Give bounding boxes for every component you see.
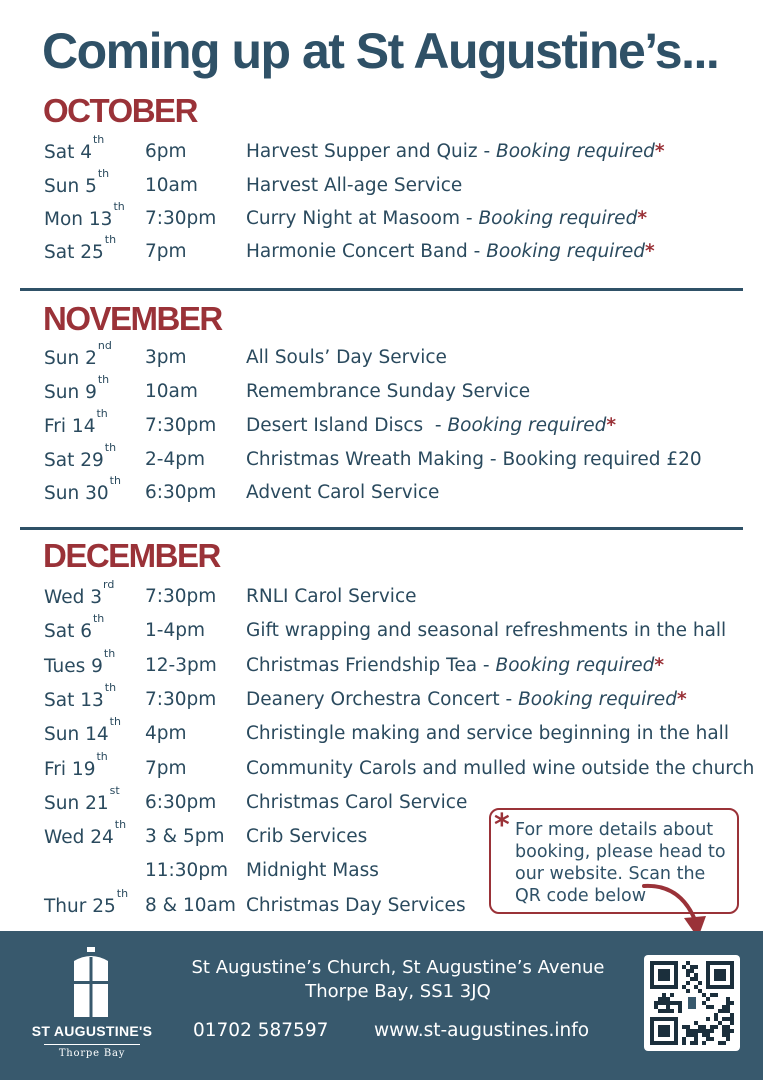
event-name: Harmonie Concert Band -: [246, 241, 487, 262]
event-name: Christmas Carol Service: [246, 792, 468, 813]
date-suffix: th: [104, 441, 117, 454]
event-time: 7:30pm: [145, 689, 217, 710]
divider: [20, 288, 743, 291]
event-name: All Souls’ Day Service: [246, 347, 447, 368]
event-name: Crib Services: [246, 826, 368, 847]
event-date: [44, 887, 129, 918]
event-title: [246, 347, 447, 368]
event-time: 10am: [145, 175, 198, 196]
event-date: [44, 474, 121, 505]
event-day: Sun 14: [44, 724, 109, 746]
asterisk-icon: *: [637, 208, 647, 229]
booking-required-label: Booking required: [495, 655, 655, 676]
event-day: Sun 30: [44, 483, 109, 505]
event-name: Desert Island Discs -: [246, 415, 448, 436]
event-day: Thur 25: [44, 896, 116, 918]
date-suffix: th: [103, 647, 116, 660]
footer: [0, 931, 763, 1080]
event-time: 7:30pm: [145, 208, 217, 229]
event-title: [246, 141, 665, 162]
event-name: Deanery Orchestra Concert -: [246, 689, 519, 710]
church-door-icon: [73, 947, 109, 1017]
event-time: 7:30pm: [145, 586, 217, 607]
date-suffix: th: [92, 612, 105, 625]
church-logo: [22, 947, 162, 1067]
event-name: Christingle making and service beginning in the hall: [246, 723, 729, 744]
event-day: Sun 21: [44, 793, 109, 815]
event-name: Remembrance Sunday Service: [246, 381, 531, 402]
asterisk-icon: *: [645, 241, 655, 262]
date-suffix: th: [104, 681, 117, 694]
date-suffix: th: [114, 818, 127, 831]
event-day: Sun 5: [44, 176, 97, 198]
event-date: [44, 715, 121, 746]
event-time: 10am: [145, 381, 198, 402]
event-time: 12-3pm: [145, 655, 217, 676]
booking-required-label: Booking required: [478, 208, 638, 229]
event-date: [44, 200, 125, 231]
event-time: 2-4pm: [145, 449, 205, 470]
event-name: Curry Night at Masoom -: [246, 208, 479, 229]
asterisk-icon: *: [606, 415, 617, 436]
event-date: [44, 339, 112, 370]
event-name: Harvest All-age Service: [246, 175, 463, 196]
date-suffix: st: [109, 784, 120, 797]
date-suffix: th: [109, 474, 121, 487]
event-date: [44, 441, 117, 472]
event-title: [246, 175, 462, 196]
asterisk-icon: *: [676, 689, 687, 710]
event-day: Sat 6: [44, 621, 92, 643]
date-suffix: th: [97, 373, 110, 386]
logo-name: ST AUGUSTINE'S: [31, 1023, 153, 1039]
event-name: RNLI Carol Service: [246, 586, 417, 607]
event-title: [246, 415, 616, 436]
month-heading: OCTOBER: [43, 92, 197, 129]
date-suffix: th: [96, 750, 108, 763]
event-title: [246, 620, 726, 641]
month-heading: DECEMBER: [43, 537, 220, 574]
date-suffix: th: [109, 715, 121, 728]
event-name: Harvest Supper and Quiz -: [246, 141, 497, 162]
event-title: [246, 895, 466, 916]
event-name: Gift wrapping and seasonal refreshments in the hall: [246, 620, 727, 641]
divider: [20, 527, 743, 530]
asterisk-icon: *: [654, 655, 665, 676]
event-day: Mon 13: [44, 209, 113, 231]
event-date: [44, 407, 108, 438]
event-row: [0, 578, 763, 616]
event-name: Advent Carol Service: [246, 482, 440, 503]
event-time: 7:30pm: [145, 415, 217, 436]
address-line-2: Thorpe Bay, SS1 3JQ: [305, 981, 491, 1002]
event-date: [44, 818, 127, 849]
event-row: [0, 715, 763, 753]
event-day: Wed 3: [44, 587, 102, 609]
event-day: Tues 9: [44, 656, 103, 678]
event-time: 1-4pm: [145, 620, 205, 641]
event-day: Sat 4: [44, 142, 92, 164]
date-suffix: th: [116, 887, 129, 900]
event-title: [246, 449, 702, 470]
event-day: Sat 25: [44, 242, 104, 264]
event-time: 8 & 10am: [145, 895, 236, 916]
event-time: 7pm: [145, 758, 187, 779]
event-title: [246, 241, 655, 262]
booking-required-label: Booking required: [447, 415, 607, 436]
event-date: [44, 373, 110, 404]
event-date: [44, 750, 108, 781]
event-title: [246, 482, 439, 503]
date-suffix: th: [92, 133, 105, 146]
event-time: 6:30pm: [145, 482, 217, 503]
booking-required-label: Booking required: [518, 689, 677, 710]
booking-required-label: Booking required: [496, 141, 655, 162]
event-date: [44, 578, 115, 609]
event-name: Christmas Friendship Tea -: [246, 655, 496, 676]
event-date: [44, 167, 110, 198]
booking-note-text: For more details about booking, please head to our website. Scan the QR code below: [515, 820, 726, 906]
phone-number: 01702 587597: [193, 1020, 329, 1041]
event-day: Sun 9: [44, 382, 97, 404]
event-time: 3 & 5pm: [145, 826, 225, 847]
asterisk-icon: *: [654, 141, 665, 162]
event-row: [0, 233, 763, 271]
asterisk-icon: *: [494, 808, 510, 843]
event-date: [44, 784, 120, 815]
event-name: Christmas Wreath Making - Booking required £20: [246, 449, 702, 470]
event-time: 6pm: [145, 141, 187, 162]
website-link[interactable]: www.st-augustines.info: [374, 1020, 590, 1041]
logo-underline: [44, 1044, 140, 1045]
event-title: [246, 381, 530, 402]
event-row: [0, 474, 763, 512]
event-name: Community Carols and mulled wine outside the church: [246, 758, 755, 779]
event-title: [246, 723, 729, 744]
event-title: [246, 208, 647, 229]
logo-subtitle: Thorpe Bay: [58, 1048, 126, 1059]
event-time: 3pm: [145, 347, 187, 368]
event-day: Fri 19: [44, 759, 96, 781]
booking-required-label: Booking required: [486, 241, 646, 262]
event-day: Sun 2: [44, 348, 97, 370]
event-day: Fri 14: [44, 416, 96, 438]
event-day: Wed 24: [44, 827, 114, 849]
event-title: [246, 689, 687, 710]
event-time: 6:30pm: [145, 792, 217, 813]
event-name: Midnight Mass: [246, 860, 379, 881]
address-line-1: St Augustine’s Church, St Augustine’s Avenue: [191, 957, 605, 978]
event-row: [0, 339, 763, 377]
event-day: Sat 13: [44, 690, 104, 712]
event-title: [246, 758, 754, 779]
event-time: 7pm: [145, 241, 187, 262]
event-date: [44, 133, 105, 164]
date-suffix: th: [97, 167, 110, 180]
month-heading: NOVEMBER: [43, 300, 222, 337]
event-row: [0, 612, 763, 650]
date-suffix: th: [96, 407, 108, 420]
event-day: Sat 29: [44, 450, 104, 472]
event-title: [246, 792, 467, 813]
date-suffix: th: [113, 200, 125, 213]
page-title: Coming up at St Augustine’s...: [42, 23, 719, 79]
date-suffix: th: [104, 233, 117, 246]
event-row: [0, 373, 763, 411]
event-date: [44, 233, 117, 264]
qr-code-icon[interactable]: [644, 955, 740, 1051]
event-title: [246, 655, 664, 676]
event-title: [246, 826, 367, 847]
event-time: 4pm: [145, 723, 187, 744]
event-date: [44, 612, 105, 643]
event-name: Christmas Day Services: [246, 895, 466, 916]
event-date: [44, 647, 116, 678]
event-time: 11:30pm: [145, 860, 229, 881]
event-title: [246, 586, 417, 607]
event-date: [44, 681, 117, 712]
event-row: [0, 133, 763, 171]
event-title: [246, 860, 379, 881]
date-suffix: rd: [102, 578, 115, 591]
date-suffix: nd: [97, 339, 112, 352]
